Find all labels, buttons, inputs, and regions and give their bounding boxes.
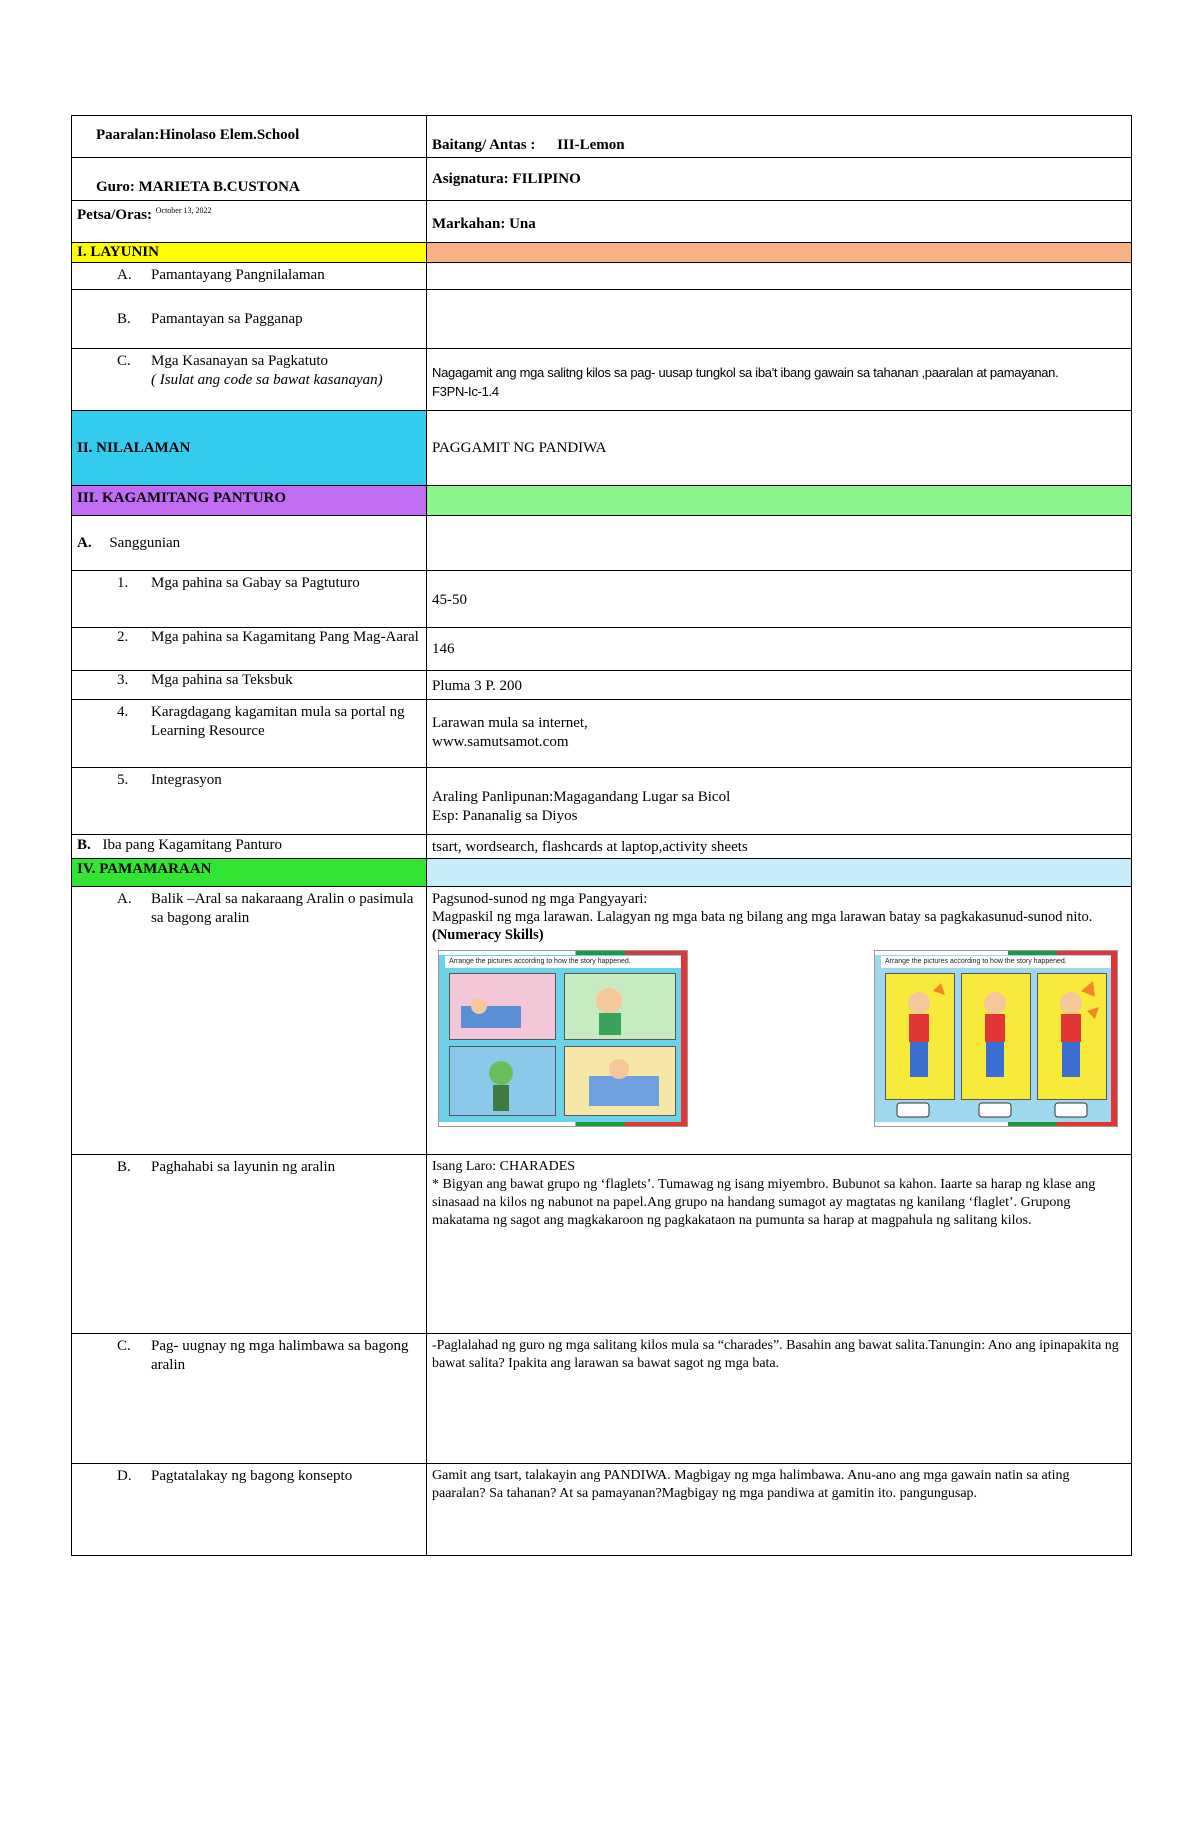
- ref-5-value2: Esp: Pananalig sa Diyos: [432, 808, 578, 824]
- date-value: October 13, 2022: [155, 206, 212, 215]
- flag-stripe-bottom: [439, 1122, 687, 1126]
- ref-4-value: Larawan mula sa internet,: [432, 715, 588, 731]
- lesson-plan-table: [71, 115, 1132, 1556]
- step-c-label: Pag- uugnay ng mga halimbawa sa bagong aralin: [151, 1338, 409, 1373]
- date-cell: [72, 201, 427, 243]
- ref-4-cell: [72, 700, 427, 768]
- school-cell: [72, 116, 427, 158]
- ref-2-value: 146: [432, 640, 455, 657]
- layunin-c-label: Mga Kasanayan sa Pagkatuto: [151, 353, 329, 369]
- subject: Asignatura: FILIPINO: [432, 171, 581, 187]
- ref-5-num: 5.: [117, 772, 129, 788]
- sequence-picture-2: [874, 950, 1118, 1127]
- nilalaman-title: II. NILALAMAN: [77, 439, 191, 456]
- ref-1-value: 45-50: [432, 592, 467, 608]
- layunin-c-code: F3PN-Ic-1.4: [432, 384, 499, 399]
- step-a-num: A.: [117, 891, 132, 907]
- nilalaman-value-cell: [427, 411, 1132, 486]
- lesson-plan-page: [71, 115, 1131, 1556]
- step-a-line1: Pagsunod-sunod ng mga Pangyayari:: [432, 891, 648, 907]
- ref-3-label: Mga pahina sa Teksbuk: [151, 672, 293, 688]
- step-b-line1: Isang Laro: CHARADES: [432, 1159, 576, 1174]
- layunin-a-num: A.: [117, 267, 132, 283]
- iba-pang-num: B.: [77, 837, 91, 853]
- ref-3-cell: [72, 671, 427, 700]
- ref-4-label: Karagdagang kagamitan mula sa portal ng Learning Resource: [151, 704, 405, 739]
- layunin-header: [72, 243, 427, 263]
- step-c-cell: [72, 1334, 427, 1464]
- flag-stripe-right: [1111, 951, 1117, 1126]
- iba-pang-label: Iba pang Kagamitang Panturo: [102, 837, 283, 853]
- iba-pang-value-cell: [427, 835, 1132, 859]
- step-d-num: D.: [117, 1468, 132, 1484]
- teacher-cell: [72, 158, 427, 201]
- ref-2-label: Mga pahina sa Kagamitang Pang Mag-Aaral: [151, 629, 419, 645]
- pamamaraan-header: [72, 859, 427, 887]
- ref-4-link[interactable]: www.samutsamot.com: [432, 734, 569, 750]
- activity-images: [432, 950, 1126, 1131]
- step-c-value-cell: [427, 1334, 1132, 1464]
- step-d-label: Pagtatalakay ng bagong konsepto: [151, 1468, 353, 1484]
- step-a-line2: Magpaskil ng mga larawan. Lalagyan ng mga bata ng bilang ang mga larawan batay sa pagkakasunud-sunod nito.: [432, 909, 1093, 925]
- nilalaman-header: [72, 411, 427, 486]
- layunin-b-value: [427, 290, 1132, 349]
- layunin-header-fill: [427, 243, 1132, 263]
- grade-cell: [427, 116, 1132, 158]
- pamamaraan-title: IV. PAMAMARAAN: [77, 861, 212, 877]
- layunin-a-cell: [72, 263, 427, 290]
- step-a-value-cell: [427, 887, 1132, 1155]
- layunin-c-note: ( Isulat ang code sa bawat kasanayan): [151, 372, 383, 388]
- step-b-num: B.: [117, 1159, 131, 1175]
- ref-2-value-cell: [427, 628, 1132, 671]
- layunin-b-cell: [72, 290, 427, 349]
- step-b-value-cell: [427, 1155, 1132, 1334]
- layunin-c-value-cell: [427, 349, 1132, 411]
- step-b-cell: [72, 1155, 427, 1334]
- layunin-b-num: B.: [117, 311, 131, 327]
- ref-5-value-cell: [427, 768, 1132, 835]
- nilalaman-value: PAGGAMIT NG PANDIWA: [432, 439, 607, 456]
- ref-4-num: 4.: [117, 704, 129, 720]
- ref-1-num: 1.: [117, 575, 129, 591]
- step-a-cell: [72, 887, 427, 1155]
- layunin-a-value: [427, 263, 1132, 290]
- kagamitan-header: [72, 486, 427, 516]
- teacher-name: Guro: MARIETA B.CUSTONA: [96, 179, 300, 195]
- ref-2-num: 2.: [117, 629, 129, 645]
- flag-stripe-right: [681, 951, 687, 1126]
- date-label: Petsa/Oras:: [77, 207, 152, 223]
- layunin-title: I. LAYUNIN: [77, 244, 159, 260]
- step-d-value: Gamit ang tsart, talakayin ang PANDIWA. Magbigay ng mga halimbawa. Anu-ano ang mga gawain natin sa ating paaralan? Sa tahanan? At sa pamayanan?Magbigay ng mga pandiwa at gamitin ito. pangungusap.: [432, 1468, 1070, 1501]
- ref-5-label: Integrasyon: [151, 772, 222, 788]
- step-c-value: -Paglalahad ng guro ng mga salitang kilos mula sa “charades”. Basahin ang bawat salita.Tanungin: Ano ang ipinapakita ng bawat salita? Ipakita ang larawan sa bawat sagot ng mga bata.: [432, 1338, 1119, 1371]
- ref-1-cell: [72, 571, 427, 628]
- kagamitan-header-fill: [427, 486, 1132, 516]
- sequence-picture-1: [438, 950, 688, 1127]
- step-c-num: C.: [117, 1338, 131, 1354]
- grade-label: Baitang/ Antas :: [432, 137, 536, 153]
- pamamaraan-header-fill: [427, 859, 1132, 887]
- picture-2-caption: Arrange the pictures according to how the story happened.: [881, 956, 1111, 968]
- ref-3-value-cell: [427, 671, 1132, 700]
- ref-3-num: 3.: [117, 672, 129, 688]
- sanggunian-label: Sanggunian: [109, 534, 181, 551]
- school-name: Paaralan:Hinolaso Elem.School: [96, 127, 300, 143]
- layunin-c-value: Nagagamit ang mga salitng kilos sa pag- uusap tungkol sa iba't ibang gawain sa tahanan ,paaralan at pamayanan.: [432, 365, 1059, 380]
- ref-5-cell: [72, 768, 427, 835]
- picture-1-caption: Arrange the pictures according to how the story happened.: [445, 956, 681, 968]
- ref-3-value: Pluma 3 P. 200: [432, 678, 523, 694]
- layunin-a-label: Pamantayang Pangnilalaman: [151, 267, 325, 283]
- layunin-c-cell: [72, 349, 427, 411]
- ref-2-cell: [72, 628, 427, 671]
- sanggunian-num: A.: [77, 534, 92, 551]
- ref-5-value: Araling Panlipunan:Magagandang Lugar sa Bicol: [432, 789, 731, 805]
- step-a-bold: (Numeracy Skills): [432, 927, 544, 943]
- layunin-b-label: Pamantayan sa Pagganap: [151, 311, 303, 327]
- ref-4-value-cell: [427, 700, 1132, 768]
- panels-illustration: [439, 951, 687, 1126]
- boy-illustrations: [875, 951, 1117, 1126]
- layunin-c-num: C.: [117, 353, 131, 369]
- step-a-label: Balik –Aral sa nakaraang Aralin o pasimula sa bagong aralin: [151, 891, 414, 926]
- iba-pang-value: tsart, wordsearch, flashcards at laptop,activity sheets: [432, 839, 748, 855]
- ref-1-value-cell: [427, 571, 1132, 628]
- subject-cell: [427, 158, 1132, 201]
- step-d-cell: [72, 1464, 427, 1556]
- step-b-line2: * Bigyan ang bawat grupo ng ‘flaglets’. Tumawag ng isang miyembro. Bubunot sa kahon. Iaarte sa harap ng klase ang sinasaad na kilos ng nabunot na papel.Ang grupo na handang sumagot ay magtatas ng kanilang ‘flaglet’. Grupong makatama ng sagot ang magkakaroon ng pagkakataon na pumunta sa harap at magpahula ng salitang kilos.: [432, 1177, 1096, 1228]
- quarter: Markahan: Una: [432, 216, 536, 232]
- step-d-value-cell: [427, 1464, 1132, 1556]
- step-b-label: Paghahabi sa layunin ng aralin: [151, 1159, 336, 1175]
- sanggunian-cell: [72, 516, 427, 571]
- quarter-cell: [427, 201, 1132, 243]
- sanggunian-value: [427, 516, 1132, 571]
- grade-value: III-Lemon: [557, 137, 625, 153]
- kagamitan-title: III. KAGAMITANG PANTURO: [77, 490, 287, 506]
- iba-pang-cell: [72, 835, 427, 859]
- flag-stripe-bottom: [875, 1122, 1117, 1126]
- ref-1-label: Mga pahina sa Gabay sa Pagtuturo: [151, 575, 360, 591]
